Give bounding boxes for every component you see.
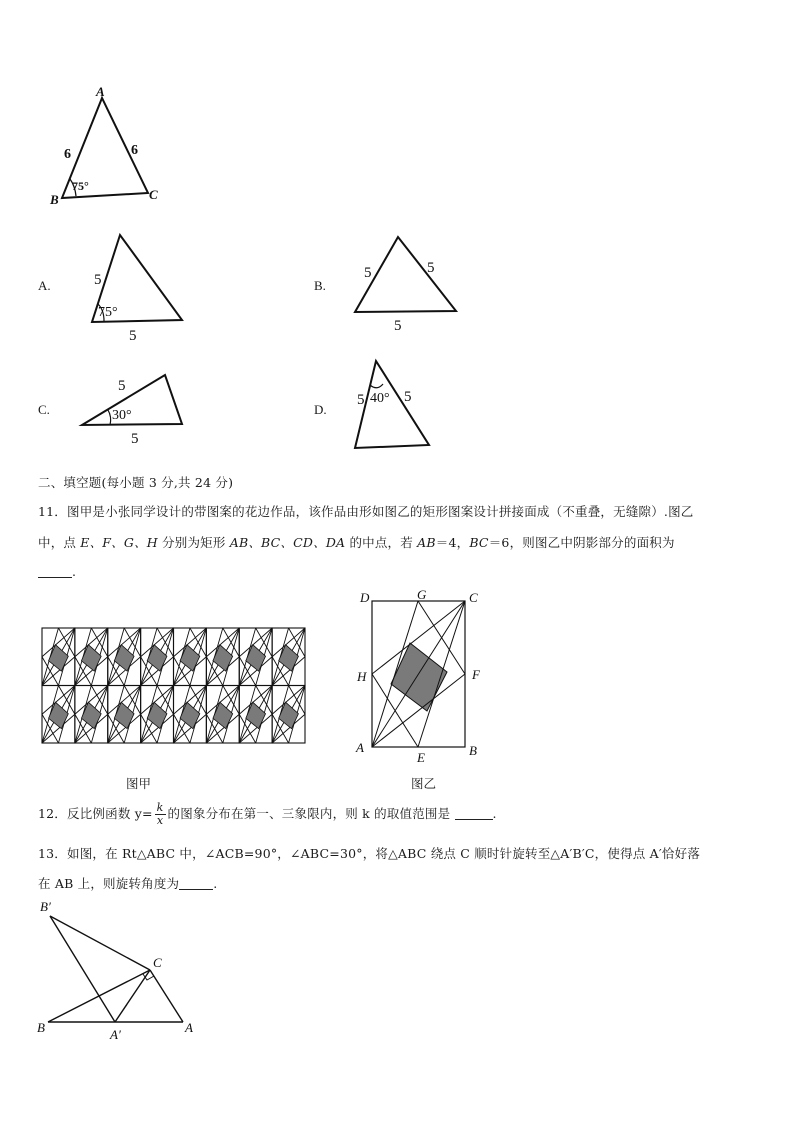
q11-line2-c: 的中点，若 xyxy=(345,535,418,550)
fig13-line-c-a xyxy=(150,970,183,1022)
option-d-angle: 40° xyxy=(370,391,390,406)
fig13-line-aprime-c xyxy=(115,970,150,1022)
q13-line2-end: . xyxy=(213,876,218,891)
option-c-side1: 5 xyxy=(118,378,126,394)
section-title: 二、填空题(每小题 3 分,共 24 分) xyxy=(38,475,234,490)
option-c-label[interactable]: C. xyxy=(38,402,50,417)
q11-line2-a: 中，点 xyxy=(38,535,81,550)
fig13-line-b-c xyxy=(48,970,150,1022)
fig13-label-c: C xyxy=(153,955,162,970)
q11-number: 11． xyxy=(38,504,68,519)
label-vertex-c: C xyxy=(149,187,158,202)
option-c-angle: 30° xyxy=(112,408,132,423)
fig13-label-b-prime: B′ xyxy=(40,899,51,914)
q13-line1-text: 如图，在 Rt△ABC 中，∠ACB=90°，∠ABC=30°，将△ABC 绕点 C 顺时针旋转至△A′B′C，使得点 A′恰好落 xyxy=(67,846,701,861)
q11-cond-ab-val: ＝4， xyxy=(435,535,470,550)
q11-line2-b: 分别为矩形 xyxy=(157,535,230,550)
option-d-side2: 5 xyxy=(404,389,412,405)
label-vertex-a: A xyxy=(96,84,105,99)
figure-yi-label-g: G xyxy=(417,587,427,602)
option-b-side1: 5 xyxy=(364,265,372,281)
fig13-label-b: B xyxy=(37,1020,45,1035)
fig13-line-bprime-c xyxy=(50,916,150,970)
option-a-angle: 75° xyxy=(98,305,118,320)
q12-text-a: 反比例函数 y= xyxy=(67,806,153,821)
option-b-label[interactable]: B. xyxy=(314,278,326,293)
option-d-label[interactable]: D. xyxy=(314,402,327,417)
q11-cond-bc-val: ＝6 xyxy=(488,535,510,550)
figure-yi-label-e: E xyxy=(417,750,425,765)
fig13-label-a: A xyxy=(185,1020,193,1035)
label-side-ac: 6 xyxy=(131,143,138,158)
q12-fraction-numerator: k xyxy=(156,801,164,814)
q11-line2-d: ，则图乙中阴影部分的面积为 xyxy=(509,535,675,550)
label-side-ab: 6 xyxy=(64,147,71,162)
option-b-side2: 5 xyxy=(427,260,435,276)
q11-cond-bc: BC xyxy=(469,535,489,550)
figure-yi-caption: 图乙 xyxy=(411,776,437,791)
q12-number: 12． xyxy=(38,806,68,821)
figure-yi-label-c: C xyxy=(469,590,478,605)
figure-yi-label-h: H xyxy=(357,669,367,684)
q13-number: 13． xyxy=(38,846,68,861)
q13-line2-text: 在 AB 上，则旋转角度为 xyxy=(38,876,180,891)
figure-yi-label-f: F xyxy=(472,667,480,682)
option-d-side1: 5 xyxy=(357,392,365,408)
q11-line1-text: 图甲是小张同学设计的带图案的花边作品，该作品由形如图乙的矩形图案设计拼接面成（不重叠，无缝隙）.图乙 xyxy=(67,504,694,519)
figure-jia-caption: 图甲 xyxy=(126,776,152,791)
q12-text-end: . xyxy=(492,806,497,821)
option-b-side3: 5 xyxy=(394,318,402,334)
figure-yi-label-a: A xyxy=(356,740,364,755)
label-vertex-b: B xyxy=(50,192,59,207)
option-a-side2: 5 xyxy=(129,328,137,344)
q12-fraction-denominator: x xyxy=(156,814,164,827)
option-c-side2: 5 xyxy=(131,431,139,447)
figure-yi-label-d: D xyxy=(360,590,370,605)
figure-yi-label-b: B xyxy=(469,743,477,758)
label-angle-b: 75° xyxy=(72,179,89,193)
q11-line3-end: . xyxy=(72,564,77,579)
q11-sides: AB、BC、CD、DA xyxy=(229,535,346,550)
option-a-side1: 5 xyxy=(94,272,102,288)
option-a-label[interactable]: A. xyxy=(38,278,51,293)
fig13-label-a-prime: A′ xyxy=(110,1027,121,1042)
q12-text-b: 的图象分布在第一、三象限内，则 k 的取值范围是 xyxy=(167,806,455,821)
q11-points: E、F、G、H xyxy=(80,535,158,550)
q11-cond-ab: AB xyxy=(417,535,436,550)
fig13-line-bprime-aprime xyxy=(50,916,115,1022)
